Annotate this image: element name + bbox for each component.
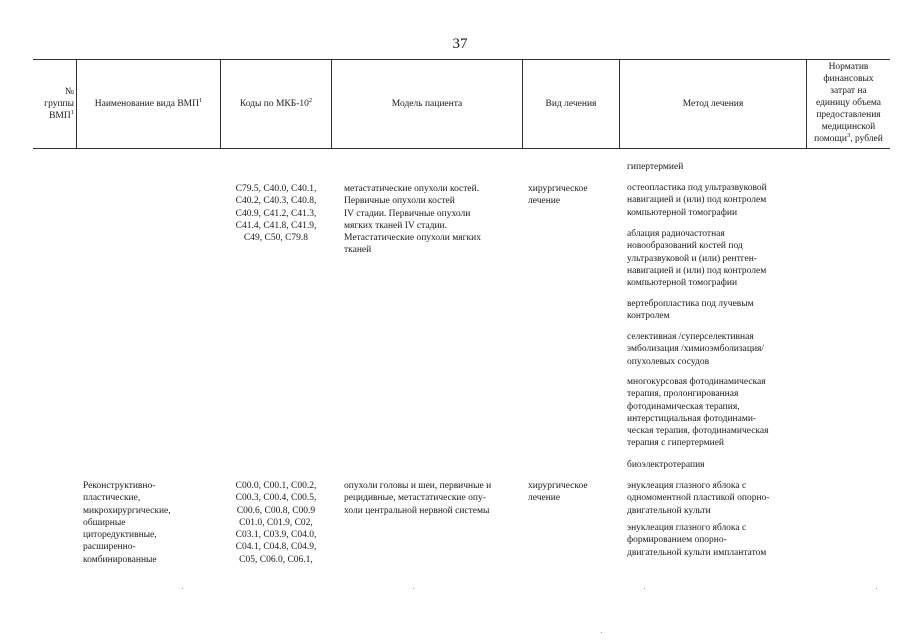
method-line: новообразований костей под xyxy=(627,241,743,252)
header-norm-line: медицинской xyxy=(821,122,876,132)
name-line: обширные xyxy=(83,517,126,528)
scan-speck xyxy=(876,588,877,589)
method-line: опухолевых сосудов xyxy=(627,356,710,367)
treatment-line: лечение xyxy=(528,493,561,504)
treatment-line: хирургическое xyxy=(528,184,588,194)
method-line: многокурсовая фотодинамическая xyxy=(627,377,766,387)
method-line: вертебропластика под лучевым xyxy=(627,299,754,309)
row1-method-5 xyxy=(627,376,807,450)
method-line: навигацией и (или) под контролем xyxy=(627,265,767,276)
row2-method-2 xyxy=(627,522,807,559)
name-line: Реконструктивно- xyxy=(83,481,156,491)
method-line: фотодинамическая терапия, xyxy=(627,401,740,412)
method-line: интерстициальная фотодинами- xyxy=(627,413,757,424)
header-group-number-line: № xyxy=(64,87,74,97)
code-line: C40.2, C40.3, C40.8, xyxy=(235,196,317,207)
method-line: формированием опорно- xyxy=(627,535,727,546)
header-group-number xyxy=(33,60,76,148)
model-line: опухоли головы и шеи, первичные и xyxy=(344,481,492,491)
code-line: C00.0, C00.1, C00.2, xyxy=(235,481,317,491)
model-line: IV стадии. Первичные опухоли xyxy=(344,208,471,219)
model-line: тканей xyxy=(344,245,372,256)
method-line: ческая терапия, фотодинамическая xyxy=(627,426,769,437)
method-line: навигацией и (или) под контролем xyxy=(627,195,767,206)
header-norm-line: единицу объема xyxy=(815,98,882,108)
row1-method-2 xyxy=(627,228,807,289)
code-line: C00.3, C00.4, C00.5, xyxy=(235,493,317,504)
header-norm-line: , рублей xyxy=(850,134,883,144)
row1-codes xyxy=(222,183,330,244)
name-line: циторедуктивные, xyxy=(83,530,157,541)
code-line: C00.6, C00.8, C00.9 xyxy=(236,505,316,516)
row1-method-6 xyxy=(627,459,807,471)
method-line: энуклеация глазного яблока с xyxy=(627,523,747,533)
header-group-number-line: ВМП xyxy=(49,111,71,121)
code-line: C01.0, C01.9, C02, xyxy=(239,517,313,528)
treatment-line: хирургическое xyxy=(528,481,588,491)
page-number: 37 xyxy=(452,36,468,52)
model-line: Первичные опухоли костей xyxy=(344,196,455,207)
scan-speck xyxy=(182,588,183,589)
row1-model xyxy=(344,183,522,257)
code-line: C79.5, C40.0, C40.1, xyxy=(235,184,317,194)
header-norm-line: затрат на xyxy=(830,86,867,96)
name-line: микрохирургические, xyxy=(83,505,171,516)
footnote-marker: 2 xyxy=(308,96,313,104)
scan-speck xyxy=(644,588,645,589)
footnote-marker: 1 xyxy=(70,108,74,116)
name-line: пластические, xyxy=(83,493,141,504)
footnote-marker: 1 xyxy=(198,96,203,104)
method-line: остеопластика под ультразвуковой xyxy=(627,183,767,193)
method-line: терапия, пролонгированная xyxy=(627,389,739,400)
model-line: холи центральной нервной системы xyxy=(344,505,490,516)
header-norm-line: предоставления xyxy=(816,110,881,120)
row1-method-4 xyxy=(627,331,807,368)
header-name xyxy=(77,60,220,148)
scan-speck xyxy=(601,632,602,633)
table-header-bottom-border xyxy=(33,148,890,149)
row1-treatment xyxy=(528,183,618,208)
header-norm-line: финансовых xyxy=(823,74,874,84)
code-line: C03.1, C03.9, C04.0, xyxy=(235,530,317,541)
header-method: Метод лечения xyxy=(682,99,744,109)
method-line: терапия с гипертермией xyxy=(627,438,724,449)
method-line: компьютерной томографии xyxy=(627,278,738,289)
method-line: контролем xyxy=(627,311,670,322)
scan-speck xyxy=(413,588,414,589)
header-norm xyxy=(807,60,890,148)
model-line: мягких тканей IV стадии. xyxy=(344,220,448,231)
row2-name xyxy=(83,480,219,566)
model-line: рецидивные, метастатические опу- xyxy=(344,493,486,504)
name-line: расширенно- xyxy=(83,542,136,553)
continued-method-text: гипертермией xyxy=(627,162,684,172)
code-line: C41.4, C41.8, C41.9, xyxy=(235,220,317,231)
method-line: селективная /суперселективная xyxy=(627,332,754,342)
method-line: двигательной культи xyxy=(627,505,711,516)
method-line: двигательной культи имплантатом xyxy=(627,547,767,558)
row1-method-1 xyxy=(627,182,807,219)
row2-codes xyxy=(222,480,330,566)
treatment-line: лечение xyxy=(528,196,561,207)
header-norm-line: Норматив xyxy=(828,62,869,72)
code-line: C49, C50, C79.8 xyxy=(243,233,309,244)
method-line: энуклеация глазного яблока с xyxy=(627,481,747,491)
method-line: эмболизация /химиоэмболизация/ xyxy=(627,344,765,355)
method-line: компьютерной томографии xyxy=(627,207,738,218)
row1-method-3 xyxy=(627,298,807,323)
code-line: C05, C06.0, C06.1, xyxy=(239,554,313,565)
header-codes xyxy=(221,60,331,148)
row2-method-1 xyxy=(627,480,807,517)
model-line: Метастатические опухоли мягких xyxy=(344,233,481,244)
header-treatment-type: Вид лечения xyxy=(545,99,597,109)
header-name-text: Наименование вида ВМП xyxy=(94,99,199,109)
header-norm-line: помощи xyxy=(814,134,847,144)
header-group-number-line: группы xyxy=(44,99,74,109)
method-line: одномоментной пластикой опорно- xyxy=(627,493,770,504)
method-line: аблация радиочастотная xyxy=(627,229,725,239)
row2-model xyxy=(344,480,522,517)
method-line: биоэлектротерапия xyxy=(627,460,705,470)
footnote-marker: 3 xyxy=(846,131,851,139)
header-codes-text: Коды по МКБ-10 xyxy=(239,99,309,109)
name-line: комбинированные xyxy=(83,554,157,565)
header-model: Модель пациента xyxy=(391,99,463,109)
code-line: C40.9, C41.2, C41.3, xyxy=(235,208,317,219)
row2-treatment xyxy=(528,480,618,505)
code-line: C04.1, C04.8, C04.9, xyxy=(235,542,317,553)
method-line: ультразвуковой и (или) рентген- xyxy=(627,253,757,264)
model-line: метастатические опухоли костей. xyxy=(344,184,480,194)
